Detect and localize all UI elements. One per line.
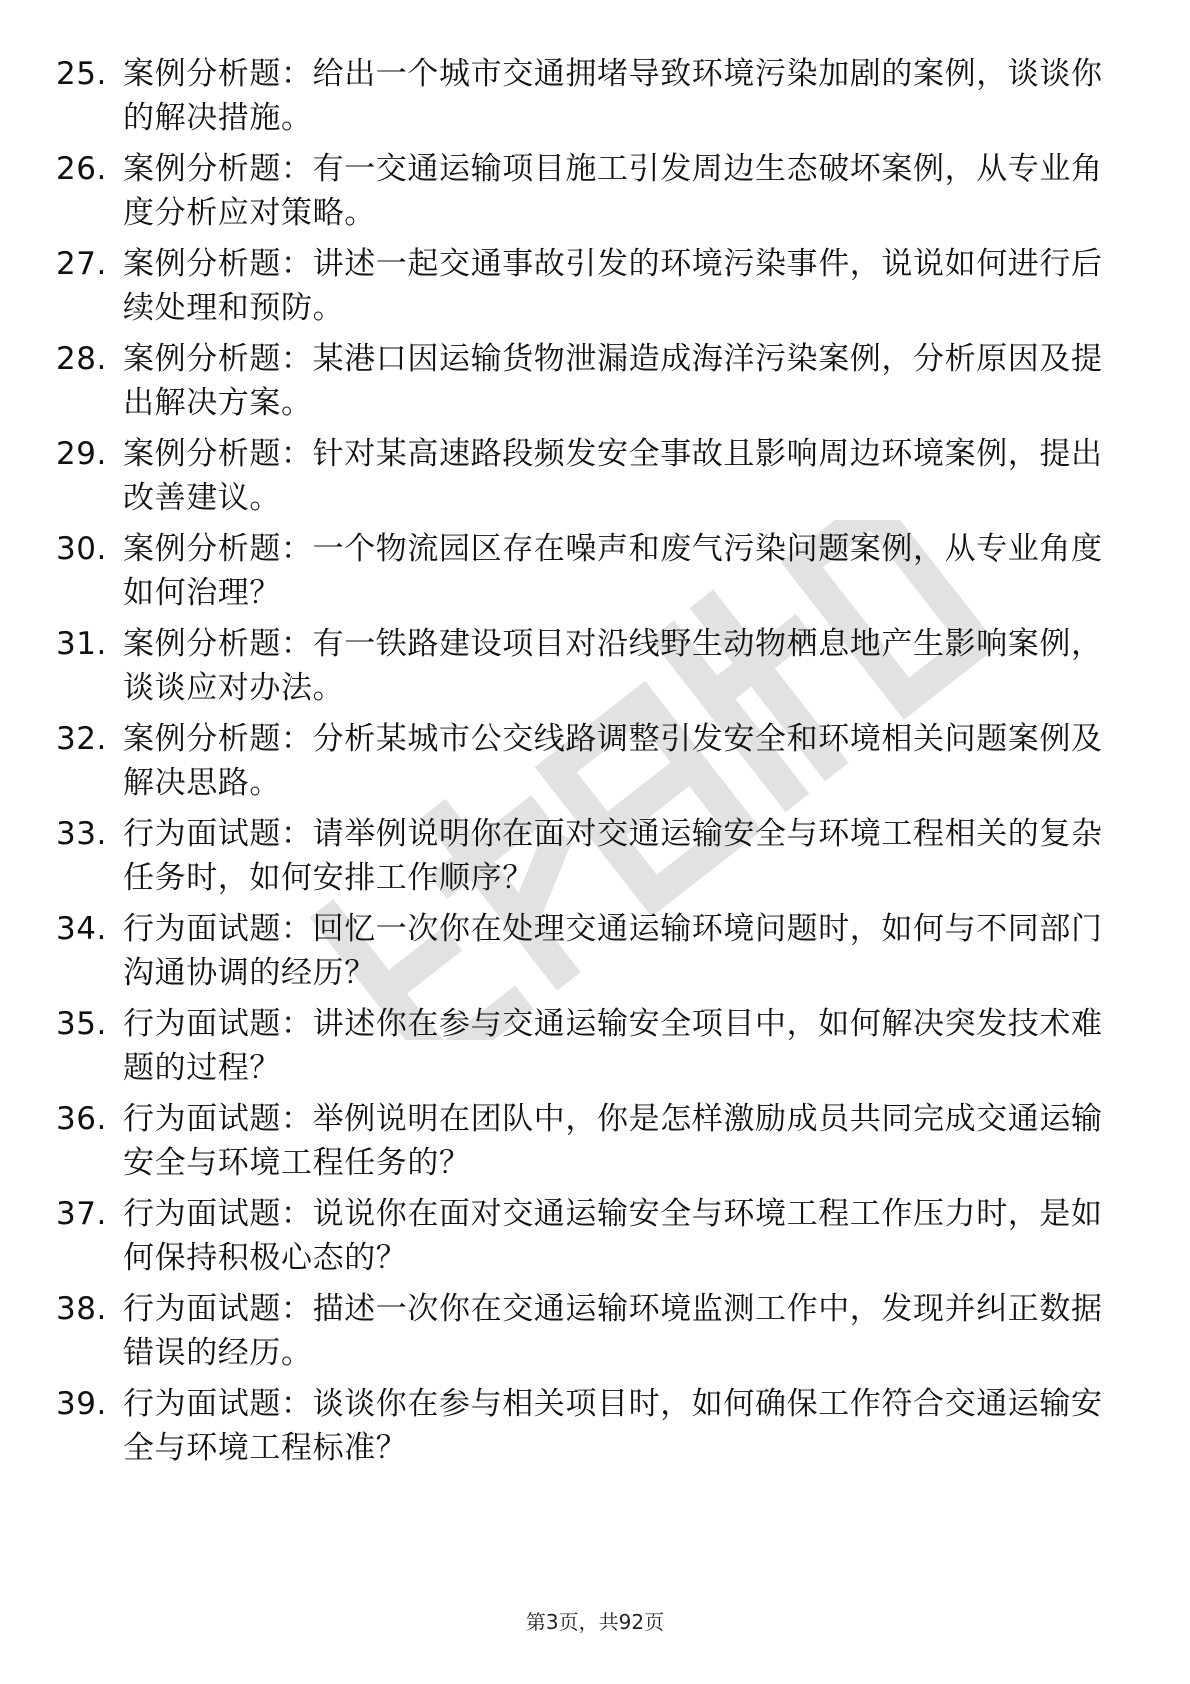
list-item <box>0 147 1190 242</box>
question-number: 30. <box>56 531 107 567</box>
question-text: 案例分析题：有一交通运输项目施工引发周边生态破坏案例，从专业角度分析应对策略。 <box>123 151 1103 231</box>
question-text: 案例分析题：针对某高速路段频发安全事故且影响周边环境案例，提出改善建议。 <box>123 436 1103 516</box>
list-item <box>0 337 1190 432</box>
list-item <box>0 52 1190 147</box>
question-number: 34. <box>56 911 107 947</box>
question-number: 32. <box>56 721 107 757</box>
page-footer <box>0 1608 1190 1636</box>
question-number: 37. <box>56 1196 107 1232</box>
question-number: 27. <box>56 246 107 282</box>
list-item <box>0 622 1190 717</box>
list-item <box>0 1287 1190 1382</box>
question-text: 行为面试题：请举例说明你在面对交通运输安全与环境工程相关的复杂任务时，如何安排工作顺序？ <box>123 816 1103 896</box>
question-number: 39. <box>56 1386 107 1422</box>
list-item <box>0 907 1190 1002</box>
question-number: 25. <box>56 56 107 92</box>
question-text: 行为面试题：说说你在面对交通运输安全与环境工程工作压力时，是如何保持积极心态的？ <box>123 1196 1103 1276</box>
list-item <box>0 1097 1190 1192</box>
list-item <box>0 1002 1190 1097</box>
question-number: 36. <box>56 1101 107 1137</box>
question-text: 行为面试题：谈谈你在参与相关项目时，如何确保工作符合交通运输安全与环境工程标准？ <box>123 1386 1103 1466</box>
question-text: 案例分析题：讲述一起交通事故引发的环境污染事件，说说如何进行后续处理和预防。 <box>123 246 1103 326</box>
question-number: 33. <box>56 816 107 852</box>
question-number: 26. <box>56 151 107 187</box>
question-text: 案例分析题：分析某城市公交线路调整引发安全和环境相关问题案例及解决思路。 <box>123 721 1103 801</box>
question-text: 行为面试题：描述一次你在交通运输环境监测工作中，发现并纠正数据错误的经历。 <box>123 1291 1103 1371</box>
question-text: 行为面试题：讲述你在参与交通运输安全项目中，如何解决突发技术难题的过程？ <box>123 1006 1103 1086</box>
page-number: 第3页，共92页 <box>525 1610 665 1634</box>
list-item <box>0 812 1190 907</box>
question-text: 案例分析题：有一铁路建设项目对沿线野生动物栖息地产生影响案例，谈谈应对办法。 <box>123 626 1103 706</box>
list-item <box>0 527 1190 622</box>
question-number: 28. <box>56 341 107 377</box>
question-number: 35. <box>56 1006 107 1042</box>
list-item <box>0 242 1190 337</box>
question-text: 行为面试题：回忆一次你在处理交通运输环境问题时，如何与不同部门沟通协调的经历？ <box>123 911 1103 991</box>
question-text: 行为面试题：举例说明在团队中，你是怎样激励成员共同完成交通运输安全与环境工程任务的？ <box>123 1101 1103 1181</box>
question-text: 案例分析题：一个物流园区存在噪声和废气污染问题案例，从专业角度如何治理？ <box>123 531 1103 611</box>
list-item <box>0 432 1190 527</box>
question-number: 38. <box>56 1291 107 1327</box>
list-item <box>0 717 1190 812</box>
question-text: 案例分析题：给出一个城市交通拥堵导致环境污染加剧的案例，谈谈你的解决措施。 <box>123 56 1103 136</box>
question-text: 案例分析题：某港口因运输货物泄漏造成海洋污染案例，分析原因及提出解决方案。 <box>123 341 1103 421</box>
list-item <box>0 1192 1190 1287</box>
question-list <box>0 52 1190 1477</box>
question-number: 29. <box>56 436 107 472</box>
question-number: 31. <box>56 626 107 662</box>
list-item <box>0 1382 1190 1477</box>
